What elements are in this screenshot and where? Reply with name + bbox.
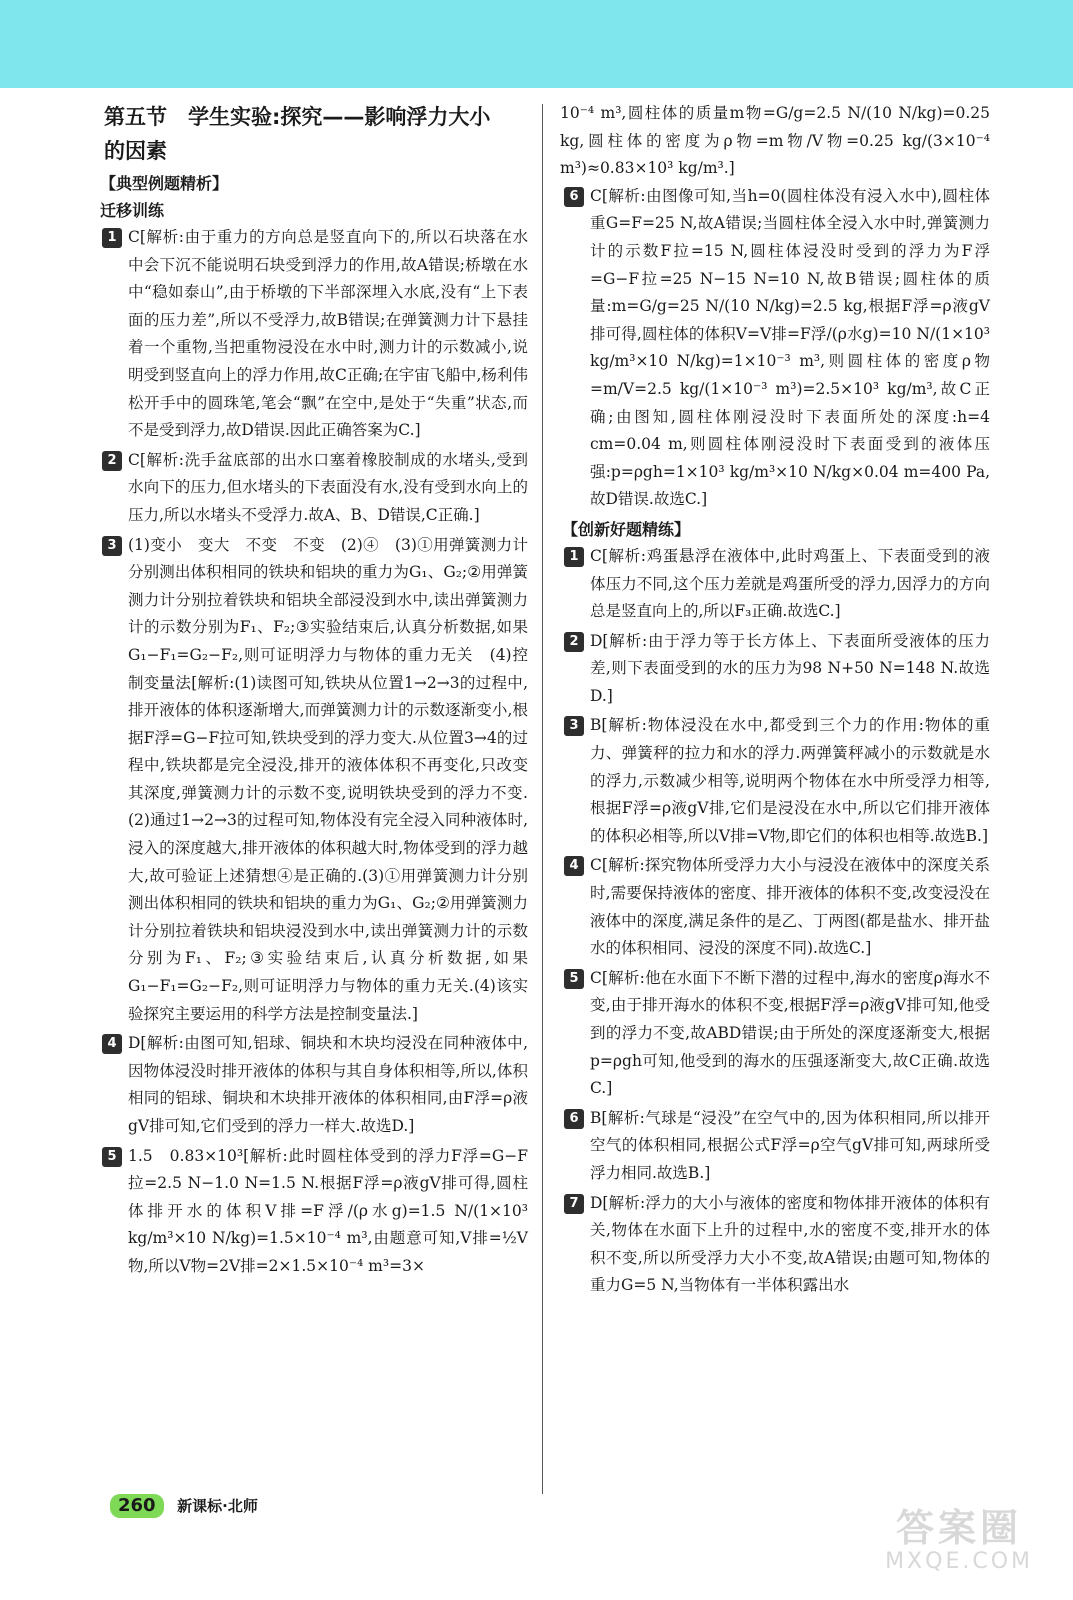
question-number-badge: 5 (102, 1147, 122, 1167)
book-series-label: 新课标·北师 (177, 1497, 258, 1515)
section-title-line1: 第五节 学生实验:探究——影响浮力大小 (104, 105, 491, 129)
question-number-badge: 4 (564, 856, 584, 876)
answer-text: B[解析:气球是“浸没”在空气中的,因为体积相同,所以排开空气的体积相同,根据公式F浮=ρ空气gV排可知,两球所受浮力相同.故选B.] (590, 1108, 990, 1182)
answer-item (560, 965, 990, 1103)
answer-item (98, 224, 528, 445)
question-number-badge: 1 (102, 228, 122, 248)
answer-text: (1)变小 变大 不变 不变 (2)④ (3)①用弹簧测力计分别测出体积相同的铁块和铝块的重力为G₁、G₂;②用弹簧测力计分别拉着铁块和铝块全部浸没到水中,读出弹簧测力计的示数分别为F₁、F₂;③实验结束后,认真分析数据,如果G₁−F₁=G₂−F₂,则可证明浮力与物体的重力无关 (4)控制变量法[解析:(1)读图可知,铁块从位置1→2→3的过程中,排开液体的体积逐渐增大,而弹簧测力计的示数逐渐变小,根据F浮=G−F拉可知,铁块受到的浮力变大.从位置3→4的过程中,铁块都是完全浸没,排开的液体体积不再变化,只改变其深度,弹簧测力计的示数不变,说明铁块受到的浮力不变.(2)通过1→2→3的过程可知,物体没有完全浸入同种液体时,浸入的深度越大,排开液体的体积越大时,物体受到的浮力越大,故可验证上述猜想④是正确的.(3)①用弹簧测力计分别测出体积相同的铁块和铝块的重力为G₁、G₂;②用弹簧测力计分别拉着铁块和铝块浸没到水中,读出弹簧测力计的示数分别为F₁、F₂;③实验结束后,认真分析数据,如果G₁−F₁=G₂−F₂,则可证明浮力与物体的重力无关.(4)该实验探究主要运用的科学方法是控制变量法.] (128, 535, 528, 1023)
question-number-badge: 6 (564, 187, 584, 207)
answer-item (560, 712, 990, 850)
answer-item (98, 1030, 528, 1140)
question-number-badge: 6 (564, 1109, 584, 1129)
section-title-line2: 的因素 (104, 139, 167, 163)
answer-text: C[解析:鸡蛋悬浮在液体中,此时鸡蛋上、下表面受到的液体压力不同,这个压力差就是鸡蛋所受的浮力,因浮力的方向总是竖直向上的,所以F₃正确.故选C.] (590, 546, 990, 621)
answer-text: C[解析:他在水面下不断下潜的过程中,海水的密度ρ海水不变,由于排开海水的体积不变,根据F浮=ρ液gV排可知,他受到的浮力不变,故ABD错误;由于所处的深度逐渐变大,根据p=ρgh可知,他受到的海水的压强逐渐变大,故C正确.故选C.] (590, 968, 990, 1098)
answer-item (560, 852, 990, 962)
question-number-badge: 5 (564, 969, 584, 989)
answer-item (560, 543, 990, 626)
question-number-badge: 3 (564, 716, 584, 736)
column-divider (542, 104, 543, 1494)
watermark-logo: 答案圈 (896, 1506, 1023, 1550)
watermark (885, 1508, 1033, 1574)
innovation-practice-heading: 【创新好题精练】 (562, 519, 691, 539)
page-footer (110, 1494, 258, 1518)
answer-item (98, 447, 528, 530)
section-title (104, 100, 528, 168)
question-number-badge: 2 (564, 632, 584, 652)
question-number-badge: 7 (564, 1194, 584, 1214)
answer-text: D[解析:由于浮力等于长方体上、下表面所受液体的压力差,则下表面受到的水的压力为98 N+50 N=148 N.故选D.] (590, 631, 990, 705)
question-number-badge: 3 (102, 536, 122, 556)
answer-text: C[解析:由于重力的方向总是竖直向下的,所以石块落在水中会下沉不能说明石块受到浮力的作用,故A错误;桥墩在水中“稳如泰山”,由于桥墩的下半部深埋入水底,没有“上下表面的压力差”,所以不受浮力,故B错误;在弹簧测力计下悬挂着一个重物,当把重物浸没在水中时,测力计的示数减小,说明受到竖直向上的浮力作用,故C正确;在宇宙飞船中,杨利伟松开手中的圆珠笔,笔会“飘”在空中,是处于“失重”状态,而不是受到浮力,故D错误.因此正确答案为C.] (128, 228, 528, 440)
answer-item (560, 1105, 990, 1188)
answer-text: 1.5 0.83×10³[解析:此时圆柱体受到的浮力F浮=G−F拉=2.5 N−1.0 N=1.5 N.根据F浮=ρ液gV排可得,圆柱体排开水的体积V排=F浮/(ρ水g)=1.5 N/(1×10³ kg/m³×10 N/kg)=1.5×10⁻⁴ m³,由题意可知,V排=½V物,所以V物=2V排=2×1.5×10⁻⁴ m³=3× (128, 1146, 528, 1275)
answer-continuation: 10⁻⁴ m³,圆柱体的质量m物=G/g=2.5 N/(10 N/kg)=0.25 kg,圆柱体的密度为ρ物=m物/V物=0.25 kg/(3×10⁻⁴ m³)≈0.83×10³ kg/m³.] (560, 104, 990, 178)
left-column (98, 100, 528, 1283)
answer-item (560, 183, 990, 514)
answer-item (560, 1190, 990, 1300)
answer-item (98, 1143, 528, 1281)
answer-text: C[解析:洗手盆底部的出水口塞着橡胶制成的水堵头,受到水向下的压力,但水堵头的下表面没有水,没有受到水向上的压力,所以水堵头不受浮力.故A、B、D错误,C正确.] (128, 450, 528, 524)
question-number-badge: 4 (102, 1034, 122, 1054)
answer-text: C[解析:探究物体所受浮力大小与浸没在液体中的深度关系时,需要保持液体的密度、排开液体的体积不变,改变浸没在液体中的深度,满足条件的是乙、丁两图(都是盐水、排开盐水的体积相同、浸没的深度不同).故选C.] (590, 856, 990, 958)
watermark-url: MXQE.COM (885, 1548, 1033, 1574)
answer-text: B[解析:物体浸没在水中,都受到三个力的作用:物体的重力、弹簧秤的拉力和水的浮力.两弹簧秤减小的示数就是水的浮力,示数减少相等,说明两个物体在水中所受浮力相等,根据F浮=ρ液gV排,它们是浸没在水中,所以它们排开液体的体积必相等,所以V排=V物,即它们的体积也相等.故选B.] (590, 716, 990, 845)
answer-text: D[解析:由图可知,铝球、铜块和木块均浸没在同种液体中,因物体浸没时排开液体的体积与其自身体积相等,所以,体积相同的铝球、铜块和木块排开液体的体积相同,由F浮=ρ液gV排可知,它们受到的浮力一样大.故选D.] (128, 1034, 528, 1135)
typical-examples-heading: 【典型例题精析】 (100, 174, 229, 193)
question-number-badge: 2 (102, 451, 122, 471)
answer-item (560, 628, 990, 711)
answer-item (98, 532, 528, 1029)
top-color-band (0, 0, 1073, 88)
page-number: 260 (110, 1494, 164, 1518)
right-column (560, 100, 990, 1302)
answer-text: C[解析:由图像可知,当h=0(圆柱体没有浸入水中),圆柱体重G=F=25 N,故A错误;当圆柱体全浸入水中时,弹簧测力计的示数F拉=15 N,圆柱体浸没时受到的浮力为F浮=G−F拉=25 N−15 N=10 N,故B错误;圆柱体的质量:m=G/g=25 N/(10 N/kg)=2.5 kg,根据F浮=ρ液gV排可得,圆柱体的体积V=V排=F浮/(ρ水g)=10 N/(1×10³ kg/m³×10 N/kg)=1×10⁻³ m³,则圆柱体的密度ρ物=m/V=2.5 kg/(1×10⁻³ m³)=2.5×10³ kg/m³,故C正确;由图知,圆柱体刚浸没时下表面所处的深度:h=4 cm=0.04 m,则圆柱体刚浸没时下表面受到的液体压强:p=ρgh=1×10³ kg/m³×10 N/kg×0.04 m=400 Pa,故D错误.故选C.] (590, 186, 990, 509)
question-number-badge: 1 (564, 547, 584, 567)
answer-text: D[解析:浮力的大小与液体的密度和物体排开液体的体积有关,物体在水面下上升的过程中,水的密度不变,排开水的体积不变,所以所受浮力大小不变,故A错误;由题可知,物体的重力G=5 N,当物体有一半体积露出水 (590, 1193, 990, 1295)
transfer-training-heading: 迁移训练 (100, 201, 165, 220)
